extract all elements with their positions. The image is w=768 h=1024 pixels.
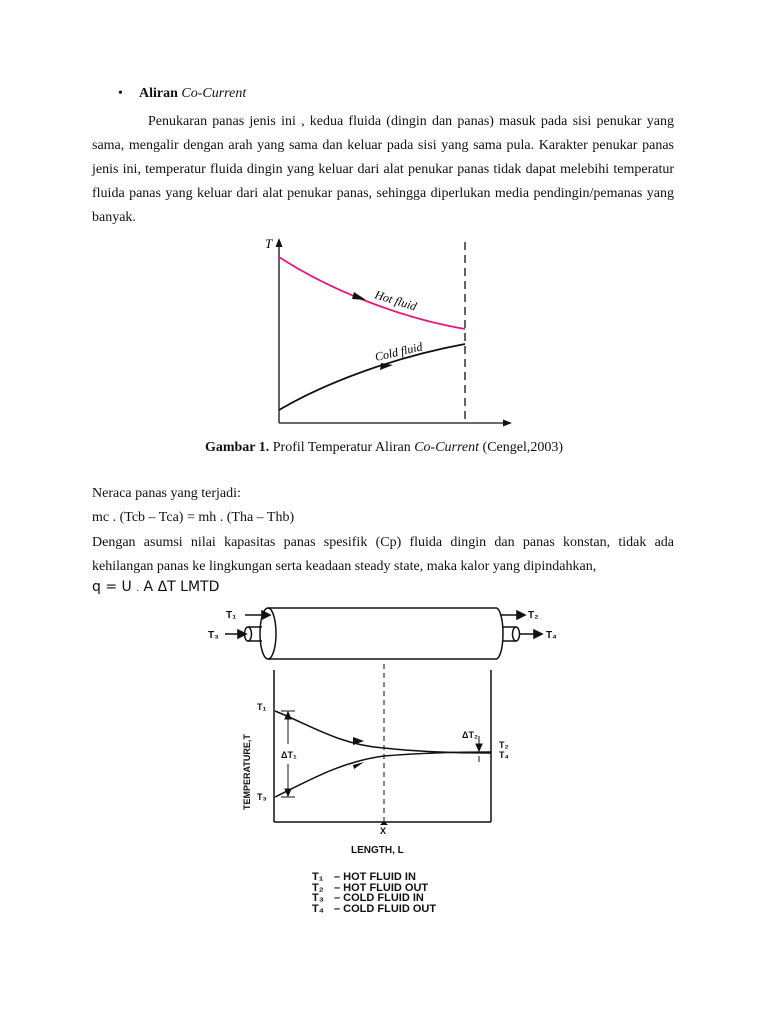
pipe-label-t4: T₄ [546,630,557,641]
paragraph-cocurrent: Penukaran panas jenis ini , kedua fluida (dingin dan panas) masuk pada sisi penukar yang sama, mengalir dengan arah yang sama dan keluar pada sisi yang sama pula. Karakter penukar panas jenis ini, temperatur fluida dingin yang keluar dari alat penukar panas tidak dapat melebihi temperatur fluida panas yang keluar dari alat penukar panas, sehingga diperlukan media pendingin/pemanas yang banyak. [92,114,674,225]
bullet: • [118,86,123,101]
heat-balance-equation: mc . (Tcb – Tca) = mh . (Tha – Thb) [92,510,295,525]
lmtd-formula: q = U . A ΔT LMTD [92,579,220,595]
profile-label-dt2: ΔT₂ [462,730,478,740]
x-mark-label: X [380,826,387,836]
profile-label-t2: T₂ [499,740,509,750]
heat-balance-title: Neraca panas yang terjadi: [92,486,241,501]
figure-2-legend [312,872,436,914]
cold-fluid-label: Cold fluid [373,339,424,364]
legend-item: T₁ – HOT FLUID IN [312,871,416,883]
heading-bold: Aliran [139,86,178,101]
hot-fluid-label: Hot fluid [373,287,419,314]
pipe-label-t3: T₃ [208,630,219,641]
fig1-y-label: T [265,236,273,251]
legend-item: T₂ – HOT FLUID OUT [312,881,429,894]
x-axis-label: LENGTH, L [351,845,404,856]
paragraph-assumption: Dengan asumsi nilai kapasitas panas spesifik (Cp) fluida dingin dan panas konstan, tidak ada kehilangan panas ke lingkungan serta keadaan steady state, maka kalor yang dipindahkan, [92,535,674,574]
profile-label-t1: T₁ [257,702,267,712]
cold-fluid-profile [275,752,491,797]
cold-profile-arrow [353,762,364,769]
profile-label-t3: T₃ [257,792,267,802]
legend-item: T₃ – COLD FLUID IN [312,892,424,904]
profile-label-dt1: ΔT₁ [281,750,297,760]
figure-1-caption: Gambar 1. Profil Temperatur Aliran Co-Current (Cengel,2003) [204,440,564,455]
legend-item: T₄ – COLD FLUID OUT [312,902,437,915]
y-axis-label: TEMPERATURE,T [242,734,252,810]
heading-italic: Co-Current [181,86,247,101]
profile-frame [274,670,491,822]
pipe-exchanger [245,608,520,659]
pipe-label-t2: T₂ [528,610,539,621]
pipe-label-t1: T₁ [226,610,237,621]
profile-label-t4: T₄ [499,750,509,760]
hot-fluid-profile [275,711,491,753]
